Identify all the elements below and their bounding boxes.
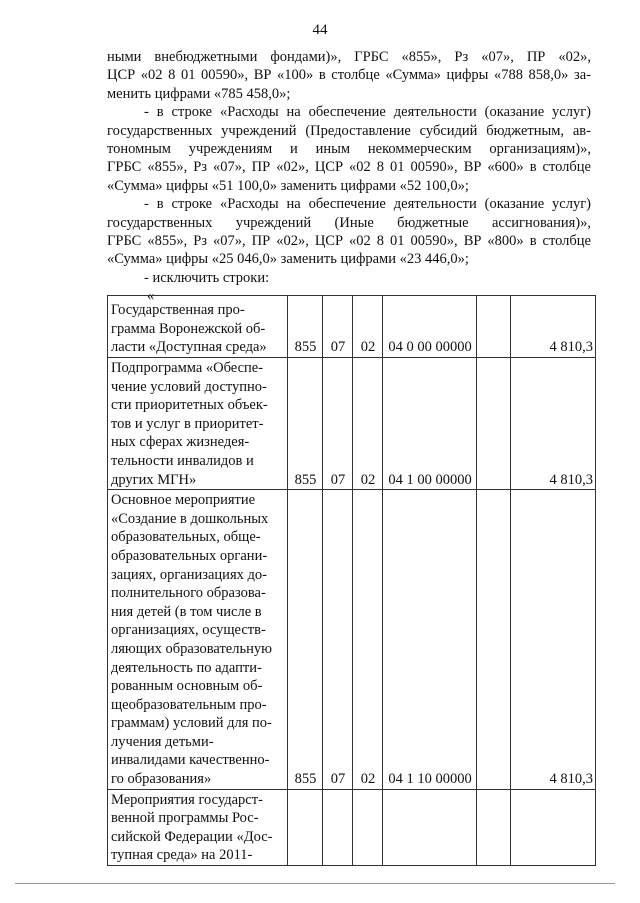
program-name-line: ляющих образовательную xyxy=(111,640,272,657)
pr-cell: 02 xyxy=(353,296,383,358)
opening-quote: « xyxy=(147,288,155,305)
grbs-cell xyxy=(288,789,323,865)
text-line: ЦСР «02 8 01 00590», ВР «100» в столбце «Сумма» цифры «788 858,0» за- xyxy=(107,67,591,84)
table-row xyxy=(108,296,596,358)
text-line: ГРБС «855», Рз «07», ПР «02», ЦСР «02 8 01 00590», ВР «600» в столбце xyxy=(107,159,591,176)
sum-cell: 4 810,3 xyxy=(511,296,596,358)
csr-cell: 04 0 00 00000 xyxy=(383,296,477,358)
text-line: государственных учреждений (Предоставление субсидий бюджетным, ав- xyxy=(107,122,591,139)
program-name-line: «Создание в дошкольных xyxy=(111,510,269,527)
program-name-line: граммам) условий для по- xyxy=(111,715,272,732)
table-row xyxy=(108,358,596,490)
program-name-line: грамма Воронежской об- xyxy=(111,320,266,337)
program-name-line: венной программы Рос- xyxy=(111,810,259,827)
program-name-line: Подпрограмма «Обеспе- xyxy=(111,360,264,376)
text-line: менить цифрами «785 458,0»; xyxy=(107,85,291,102)
vr-cell xyxy=(477,789,511,865)
program-name-line: рованным основным об- xyxy=(111,678,263,695)
sum-cell: 4 810,3 xyxy=(511,490,596,790)
pr-cell xyxy=(353,789,383,865)
scan-edge-line xyxy=(15,883,615,884)
text-line: государственных учреждений (Иные бюджетные ассигнования)», xyxy=(107,214,591,231)
text-line: «Сумма» цифры «25 046,0» заменить цифрами «23 446,0»; xyxy=(107,251,469,268)
program-name-line: инвалидами качественно- xyxy=(111,752,270,769)
program-name-line: сийской Федерации «Дос- xyxy=(111,828,273,845)
rz-cell: 07 xyxy=(323,296,353,358)
program-name-line: сти приоритетных объек- xyxy=(111,397,268,414)
program-name-cell xyxy=(108,296,288,358)
csr-cell xyxy=(383,789,477,865)
table-row xyxy=(108,490,596,790)
program-name-line: других МГН» xyxy=(111,471,197,488)
text-line: тономным учреждениям и иным некоммерческим организациям)», xyxy=(107,141,591,158)
rz-cell xyxy=(323,789,353,865)
pr-cell: 02 xyxy=(353,358,383,490)
program-name-line: Государственная про- xyxy=(111,302,245,319)
text-line: - в строке «Расходы на обеспечение деятельности (оказание услуг) xyxy=(144,104,591,121)
pr-cell: 02 xyxy=(353,490,383,790)
program-name-line: щеобразовательным про- xyxy=(111,696,267,713)
program-name-line: ния детей (в том числе в xyxy=(111,603,262,620)
text-line: «Сумма» цифры «51 100,0» заменить цифрами «52 100,0»; xyxy=(107,177,469,194)
text-line: ГРБС «855», Рз «07», ПР «02», ЦСР «02 8 01 00590», ВР «800» в столбце xyxy=(107,233,591,250)
program-name-line: полнительного образова- xyxy=(111,585,266,602)
program-name-line: образовательных, обще- xyxy=(111,529,261,546)
program-name-line: деятельность по адапти- xyxy=(111,659,262,676)
sum-cell xyxy=(511,789,596,865)
program-name-cell xyxy=(108,789,288,865)
program-name-cell xyxy=(108,358,288,490)
program-name-line: Основное мероприятие xyxy=(111,492,256,509)
rz-cell: 07 xyxy=(323,358,353,490)
rz-cell: 07 xyxy=(323,490,353,790)
program-name-line: чение условий доступно- xyxy=(111,378,267,395)
program-name-line: ласти «Доступная среда» xyxy=(111,339,267,356)
csr-cell: 04 1 10 00000 xyxy=(383,490,477,790)
sum-cell: 4 810,3 xyxy=(511,358,596,490)
program-name-line: лучения детьми- xyxy=(111,733,214,750)
program-name-line: организациях, осуществ- xyxy=(111,622,266,639)
program-name-line: тельности инвалидов и xyxy=(111,452,254,469)
text-line: - в строке «Расходы на обеспечение деятельности (оказание услуг) xyxy=(144,196,591,213)
program-name-line: тупная среда» на 2011- xyxy=(111,847,253,864)
csr-cell: 04 1 00 00000 xyxy=(383,358,477,490)
budget-table xyxy=(107,295,596,866)
vr-cell xyxy=(477,358,511,490)
page-number: 44 xyxy=(312,22,328,38)
grbs-cell: 855 xyxy=(288,296,323,358)
vr-cell xyxy=(477,490,511,790)
table-row xyxy=(108,789,596,865)
grbs-cell: 855 xyxy=(288,490,323,790)
program-name-line: зациях, организациях до- xyxy=(111,566,267,583)
vr-cell xyxy=(477,296,511,358)
program-name-line: образовательных органи- xyxy=(111,547,268,564)
program-name-line: Мероприятия государст- xyxy=(111,791,263,808)
program-name-line: тов и услуг в приоритет- xyxy=(111,415,264,432)
text-line: ными внебюджетными фондами)», ГРБС «855», Рз «07», ПР «02», xyxy=(107,49,591,65)
program-name-line: го образования» xyxy=(111,771,212,788)
body-text xyxy=(107,48,591,306)
text-line: - исключить строки: xyxy=(144,269,270,286)
grbs-cell: 855 xyxy=(288,358,323,490)
table-body xyxy=(108,296,596,866)
program-name-line: ных сферах жизнедея- xyxy=(111,434,250,451)
program-name-cell xyxy=(108,490,288,790)
